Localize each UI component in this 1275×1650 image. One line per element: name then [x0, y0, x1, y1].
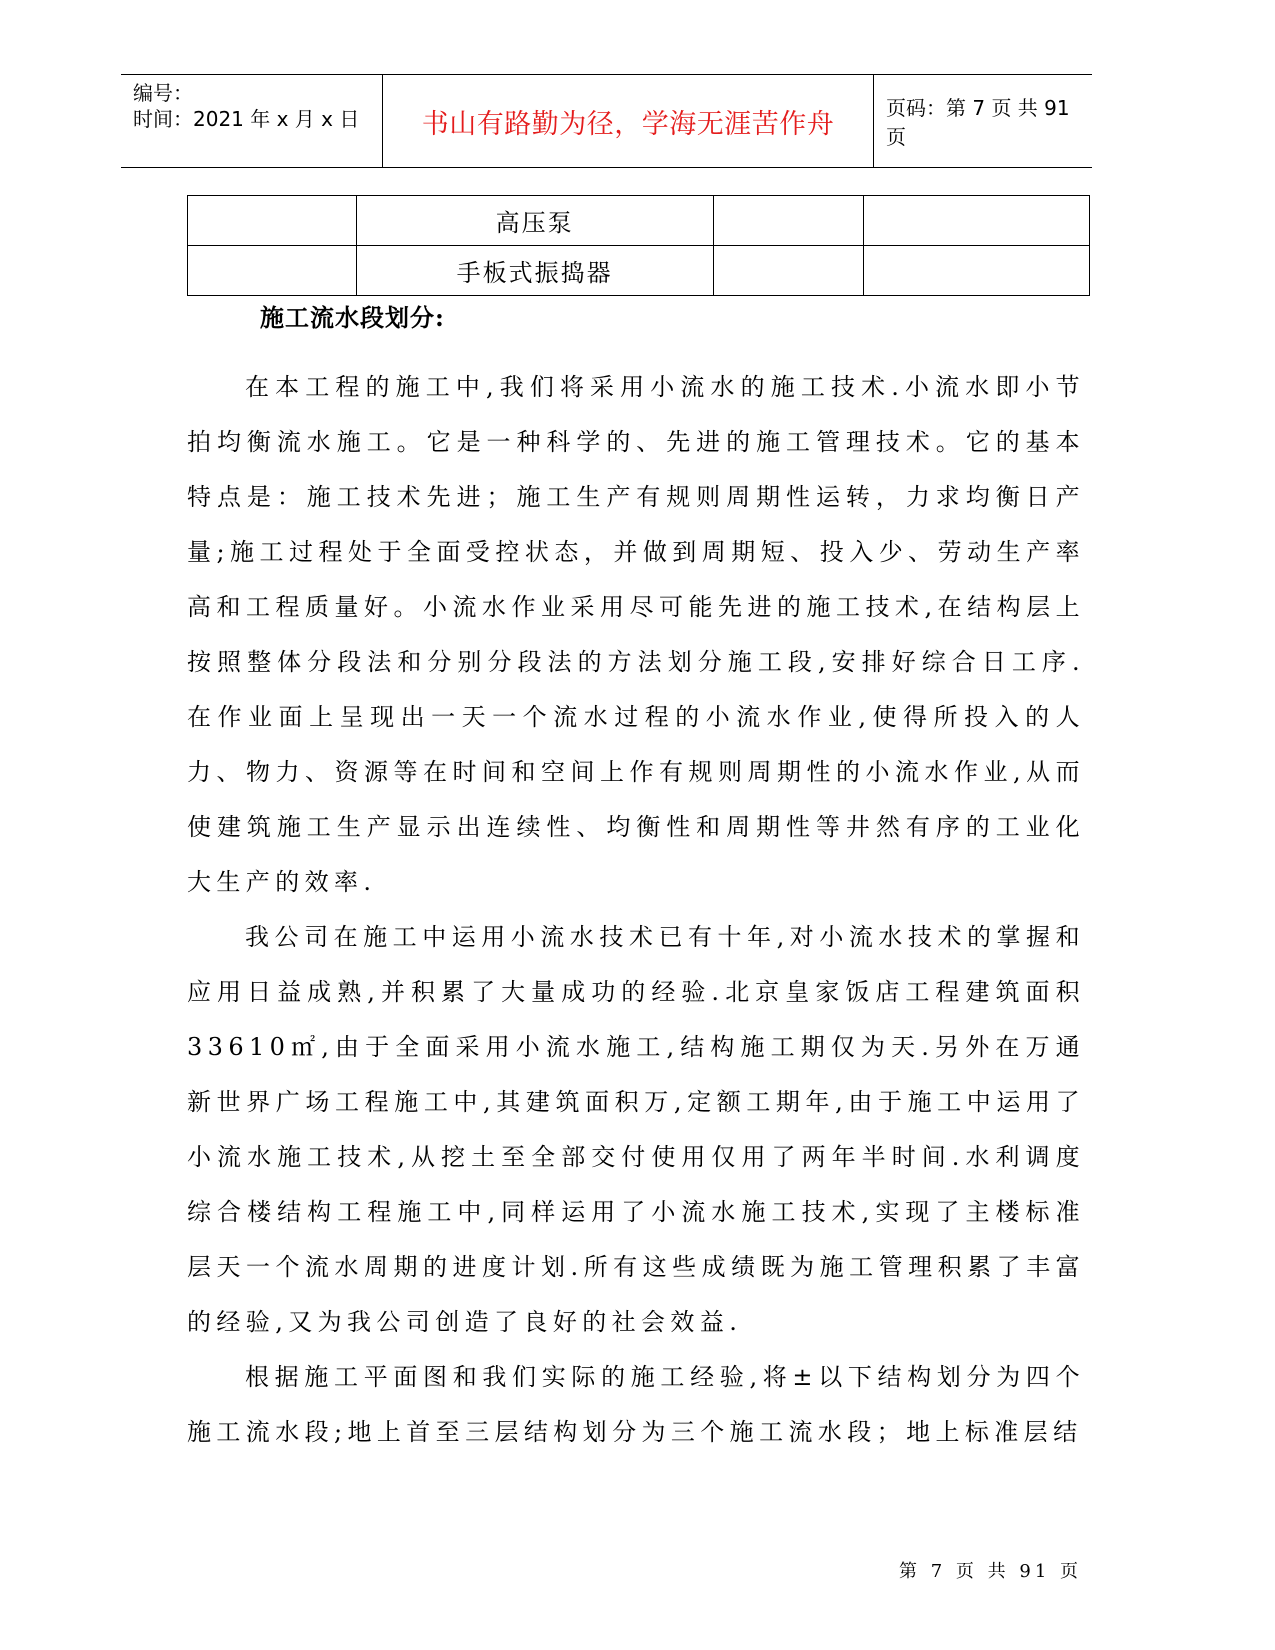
- date-label: 时间：2021 年 x 月 x 日: [133, 107, 360, 131]
- table-cell: 手板式振捣器: [356, 246, 713, 296]
- section-heading: 施工流水段划分:: [260, 303, 445, 332]
- table-cell: [864, 196, 1090, 246]
- header-meta: [121, 75, 383, 167]
- table-row: [188, 246, 1090, 296]
- equipment-table: [187, 195, 1090, 296]
- body-content: [187, 360, 1085, 1460]
- table-cell: [713, 246, 864, 296]
- page-footer: 第 7 页 共 91 页: [899, 1561, 1082, 1582]
- paragraph: 在本工程的施工中,我们将采用小流水的施工技术.小流水即小节拍均衡流水施工。它是一种科学的、先进的施工管理技术。它的基本特点是：施工技术先进；施工生产有规则周期性运转，力求均衡日产量;施工过程处于全面受控状态，并做到周期短、投入少、劳动生产率高和工程质量好。小流水作业采用尽可能先进的施工技术,在结构层上按照整体分段法和分别分段法的方法划分施工段,安排好综合日工序.在作业面上呈现出一天一个流水过程的小流水作业,使得所投入的人力、物力、资源等在时间和空间上作有规则周期性的小流水作业,从而使建筑施工生产显示出连续性、均衡性和周期性等井然有序的工业化大生产的效率.: [187, 373, 1085, 896]
- table-row: [188, 196, 1090, 246]
- table-cell: [713, 196, 864, 246]
- table-cell: [864, 246, 1090, 296]
- header-motto: 书山有路勤为径，学海无涯苦作舟: [383, 75, 874, 167]
- page-header: [121, 74, 1092, 168]
- table-cell: [188, 196, 357, 246]
- paragraph: 根据施工平面图和我们实际的施工经验,将±以下结构划分为四个施工流水段;地上首至三层结构划分为三个施工流水段；地上标准层结: [187, 1363, 1085, 1446]
- code-label: 编号：: [133, 81, 193, 105]
- header-page-info: 页码：第 7 页 共 91 页: [886, 96, 1070, 149]
- table-cell: 高压泵: [356, 196, 713, 246]
- table-cell: [188, 246, 357, 296]
- paragraph: 我公司在施工中运用小流水技术已有十年,对小流水技术的掌握和应用日益成熟,并积累了大量成功的经验.北京皇家饭店工程建筑面积33610㎡,由于全面采用小流水施工,结构施工期仅为天.另外在万通新世界广场工程施工中,其建筑面积万,定额工期年,由于施工中运用了小流水施工技术,从挖土至全部交付使用仅用了两年半时间.水利调度综合楼结构工程施工中,同样运用了小流水施工技术,实现了主楼标准层天一个流水周期的进度计划.所有这些成绩既为施工管理积累了丰富的经验,又为我公司创造了良好的社会效益.: [187, 923, 1085, 1336]
